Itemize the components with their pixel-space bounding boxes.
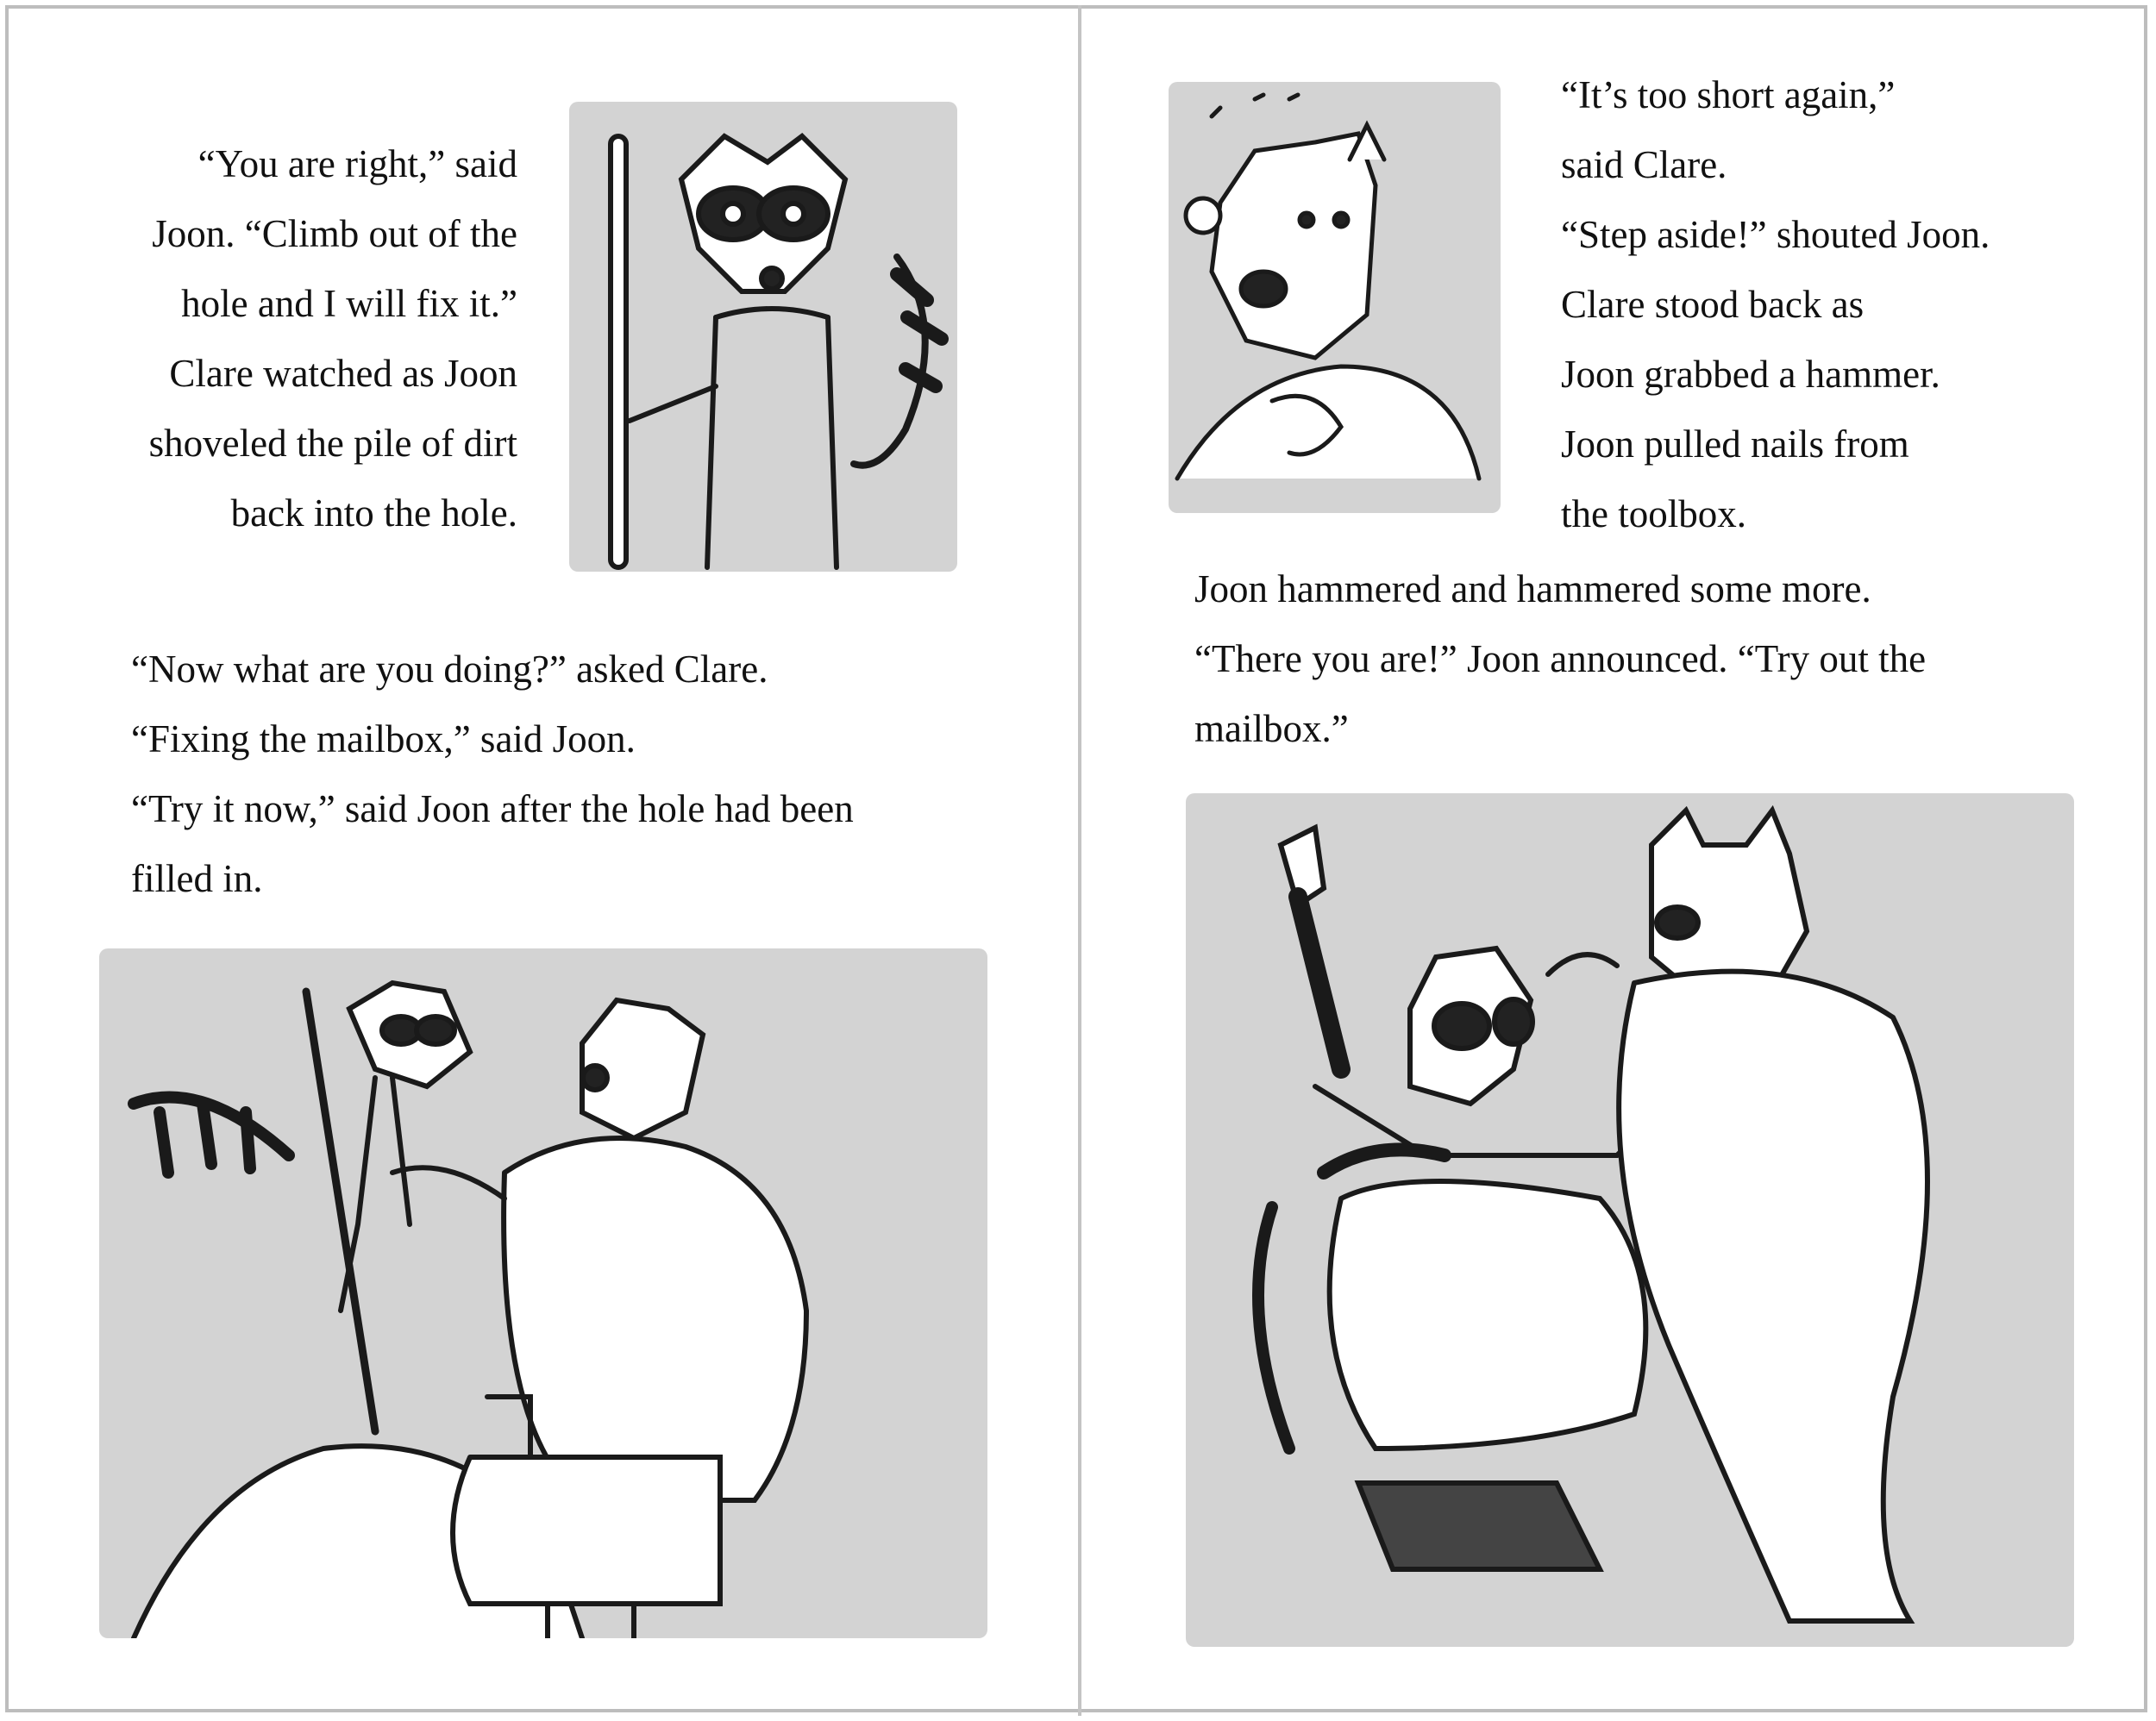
text-line: hole and I will fix it.” — [181, 282, 517, 325]
left-page-paragraph-1 — [103, 129, 517, 548]
text-line: said Clare. — [1561, 143, 1727, 186]
text-line: Joon pulled nails from — [1561, 422, 1909, 466]
raccoon-with-shovel-illustration — [569, 102, 957, 572]
raccoon-and-bear-mailbox-illustration — [99, 948, 987, 1638]
raccoon-sketch — [569, 102, 957, 572]
left-page-paragraph-2 — [131, 635, 993, 914]
text-line: Joon. “Climb out of the — [152, 212, 517, 255]
text-line: the toolbox. — [1561, 492, 1746, 535]
text-line: “Now what are you doing?” asked Clare. — [131, 648, 768, 691]
right-page-paragraph-2 — [1194, 554, 2109, 764]
page-divider — [1078, 5, 1081, 1716]
text-line: “There you are!” Joon announced. “Try out the — [1194, 637, 1927, 680]
hammer-scene-sketch — [1186, 793, 2074, 1647]
text-line: Clare stood back as — [1561, 283, 1865, 326]
text-line: Joon hammered and hammered some more. — [1194, 567, 1871, 610]
text-line: “You are right,” said — [197, 142, 517, 185]
text-line: “Step aside!” shouted Joon. — [1561, 213, 1990, 256]
text-line: “It’s too short again,” — [1561, 73, 1896, 116]
mailbox-scene-sketch — [99, 948, 987, 1638]
worried-bear-illustration — [1169, 82, 1501, 513]
bear-sketch — [1169, 82, 1501, 513]
right-page-paragraph-1 — [1561, 60, 2113, 549]
text-line: “Fixing the mailbox,” said Joon. — [131, 717, 636, 760]
text-line: Clare watched as Joon — [169, 352, 517, 395]
text-line: Joon grabbed a hammer. — [1561, 353, 1940, 396]
text-line: mailbox.” — [1194, 707, 1349, 750]
text-line: shoveled the pile of dirt — [148, 422, 517, 465]
text-line: back into the hole. — [230, 491, 517, 535]
text-line: “Try it now,” said Joon after the hole had been — [131, 787, 854, 830]
raccoon-hammering-illustration — [1186, 793, 2074, 1647]
text-line: filled in. — [131, 857, 263, 900]
